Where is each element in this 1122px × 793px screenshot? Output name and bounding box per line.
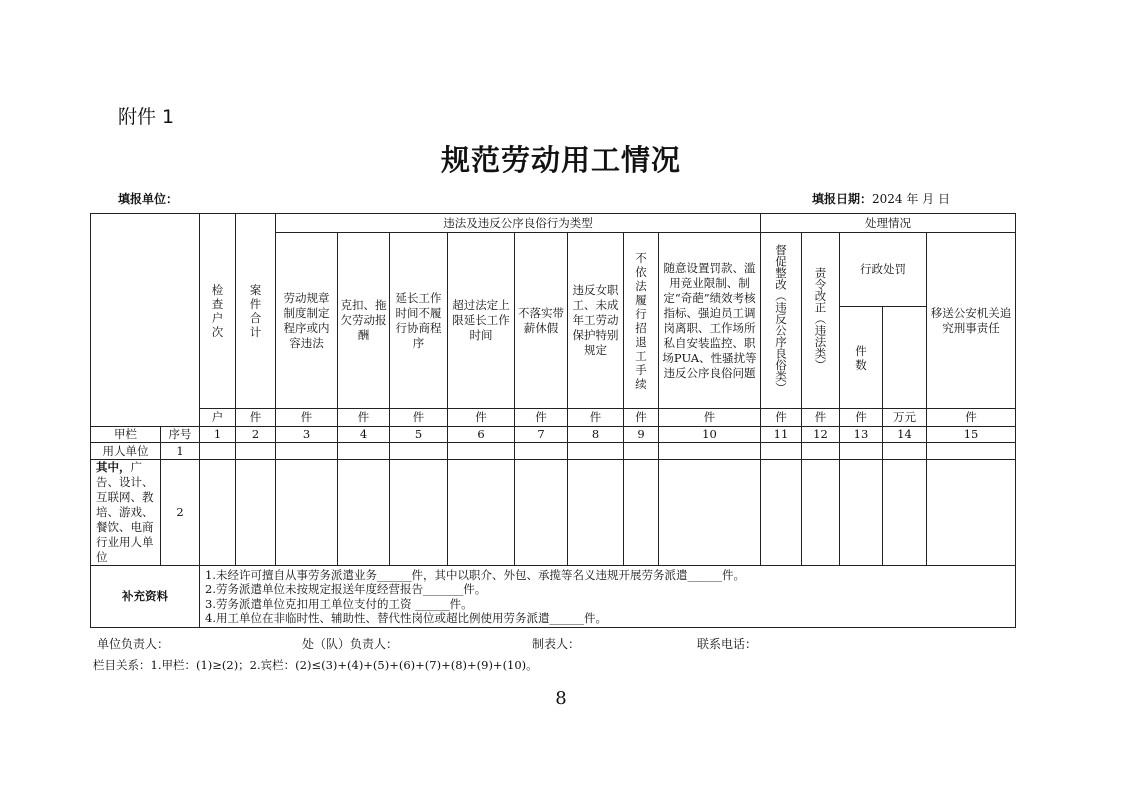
- data-cell[interactable]: [624, 443, 659, 460]
- unit-cell: 件: [927, 409, 1016, 427]
- data-cell[interactable]: [927, 460, 1016, 566]
- header-handling-group: 处理情况: [761, 214, 1016, 233]
- header-col6: 超过法定上限延长工作时间: [448, 233, 515, 409]
- data-cell[interactable]: [236, 460, 276, 566]
- unit-cell: 件: [761, 409, 802, 427]
- unit-cell: 件: [276, 409, 338, 427]
- data-cell[interactable]: [883, 460, 927, 566]
- header-violations-group: 违法及违反公序良俗行为类型: [276, 214, 761, 233]
- table-row: [91, 443, 1016, 460]
- fill-date-label: 填报日期：: [812, 192, 873, 206]
- unit-cell: 件: [236, 409, 276, 427]
- phone-label: 联系电话：: [697, 637, 758, 651]
- header-case-total: 案件合计: [236, 214, 276, 409]
- unit-cell: 件: [515, 409, 568, 427]
- header-col8: 违反女职工、未成年工劳动保护特别规定: [568, 233, 624, 409]
- data-cell[interactable]: [659, 443, 761, 460]
- header-col15: 移送公安机关追究刑事责任: [927, 233, 1016, 409]
- unit-cell: 万元: [883, 409, 927, 427]
- data-cell[interactable]: [659, 460, 761, 566]
- col-number: 5: [390, 427, 448, 443]
- data-cell[interactable]: [390, 443, 448, 460]
- col-number: 15: [927, 427, 1016, 443]
- data-cell[interactable]: [390, 460, 448, 566]
- unit-cell: 户: [200, 409, 236, 427]
- data-cell[interactable]: [236, 443, 276, 460]
- supplement-line: 3.劳务派遣单位克扣用工单位支付的工资 ______件。: [205, 596, 473, 611]
- col-number: 14: [883, 427, 927, 443]
- unit-cell: 件: [659, 409, 761, 427]
- unit-cell: 件: [448, 409, 515, 427]
- data-cell[interactable]: [840, 443, 883, 460]
- data-cell[interactable]: [200, 443, 236, 460]
- row-seq: 1: [161, 443, 200, 460]
- data-cell[interactable]: [200, 460, 236, 566]
- supplement-label: 补充资料: [91, 566, 200, 628]
- supplement-line: 1.未经许可擅自从事劳务派遣业务______件，其中以职介、外包、承揽等名义违规开展劳务派遣______件。: [205, 568, 745, 583]
- page-number: 8: [555, 688, 567, 709]
- header-col9: 不依法履行招退工手续: [624, 233, 659, 409]
- header-count: 件数: [840, 307, 883, 409]
- col-number: 3: [276, 427, 338, 443]
- data-cell[interactable]: [761, 460, 802, 566]
- unit-cell: 件: [624, 409, 659, 427]
- fill-date-value: 2024 年 月 日: [872, 192, 950, 206]
- col-number: 6: [448, 427, 515, 443]
- unit-cell: 件: [840, 409, 883, 427]
- col-number: 2: [236, 427, 276, 443]
- page-title: 规范劳动用工情况: [440, 143, 681, 177]
- col-number: 4: [338, 427, 390, 443]
- col-number: 13: [840, 427, 883, 443]
- data-cell[interactable]: [448, 443, 515, 460]
- data-cell[interactable]: [802, 443, 840, 460]
- dept-head-label: 处（队）负责人：: [302, 637, 399, 651]
- unit-cell: 件: [568, 409, 624, 427]
- col-number: 8: [568, 427, 624, 443]
- supplement-text: [200, 566, 1016, 628]
- col-number: 10: [659, 427, 761, 443]
- corner-cell: [91, 214, 200, 427]
- data-cell[interactable]: [624, 460, 659, 566]
- preparer-label: 制表人：: [532, 637, 581, 651]
- supplement-line: 2.劳务派遣单位未按规定报送年度经营报告_______件。: [205, 582, 487, 597]
- header-col11: 督促整改（违反公序良俗类）: [761, 233, 802, 409]
- header-col7: 不落实带薪休假: [515, 233, 568, 409]
- unit-cell: 件: [802, 409, 840, 427]
- attachment-label: 附件 1: [118, 106, 175, 128]
- unit-cell: 件: [338, 409, 390, 427]
- header-col4: 克扣、拖欠劳动报酬: [338, 233, 390, 409]
- data-cell[interactable]: [515, 460, 568, 566]
- header-inspection: 检查户次: [200, 214, 236, 409]
- data-cell[interactable]: [276, 460, 338, 566]
- row-a-label: 甲栏: [91, 427, 161, 443]
- row-label: 用人单位: [91, 443, 161, 460]
- col-number: 7: [515, 427, 568, 443]
- fill-unit-label: 填报单位：: [118, 192, 179, 206]
- col-number: 12: [802, 427, 840, 443]
- col-number: 9: [624, 427, 659, 443]
- header-col12: 责令改正（违法类）: [802, 233, 840, 409]
- fill-date: [812, 190, 950, 207]
- data-cell[interactable]: [338, 443, 390, 460]
- header-col5: 延长工作时间不履行协商程序: [390, 233, 448, 409]
- data-cell[interactable]: [448, 460, 515, 566]
- data-cell[interactable]: [276, 443, 338, 460]
- row-label: 其中，广告、设计、互联网、教培、游戏、餐饮、电商行业用人单位: [91, 460, 161, 566]
- header-col10: 随意设置罚款、滥用竞业限制、制定“奇葩”绩效考核指标、强迫员工调岗离职、工作场所私自安装监控、职场PUA、性骚扰等违反公序良俗问题: [659, 233, 761, 409]
- data-cell[interactable]: [515, 443, 568, 460]
- header-admin-penalty: 行政处罚: [840, 233, 927, 307]
- unit-head-label: 单位负责人：: [97, 637, 170, 651]
- labor-table: [90, 213, 1016, 628]
- data-cell[interactable]: [338, 460, 390, 566]
- data-cell[interactable]: [761, 443, 802, 460]
- data-cell[interactable]: [927, 443, 1016, 460]
- footnote: 栏目关系：1.甲栏：(1)≥(2)；2.宾栏：(2)≤(3)+(4)+(5)+(6)+(7)+(8)+(9)+(10)。: [93, 658, 538, 672]
- data-cell[interactable]: [802, 460, 840, 566]
- header-col3: 劳动规章制度制定程序或内容违法: [276, 233, 338, 409]
- table-row: [91, 460, 1016, 566]
- seq-label: 序号: [161, 427, 200, 443]
- data-cell[interactable]: [840, 460, 883, 566]
- col-number: 1: [200, 427, 236, 443]
- data-cell[interactable]: [568, 460, 624, 566]
- data-cell[interactable]: [883, 443, 927, 460]
- col-number: 11: [761, 427, 802, 443]
- data-cell[interactable]: [568, 443, 624, 460]
- supplement-line: 4.用工单位在非临时性、辅助性、替代性岗位或超比例使用劳务派遣______件。: [205, 610, 607, 625]
- row-seq: 2: [161, 460, 200, 566]
- header-amount: [883, 307, 927, 409]
- unit-cell: 件: [390, 409, 448, 427]
